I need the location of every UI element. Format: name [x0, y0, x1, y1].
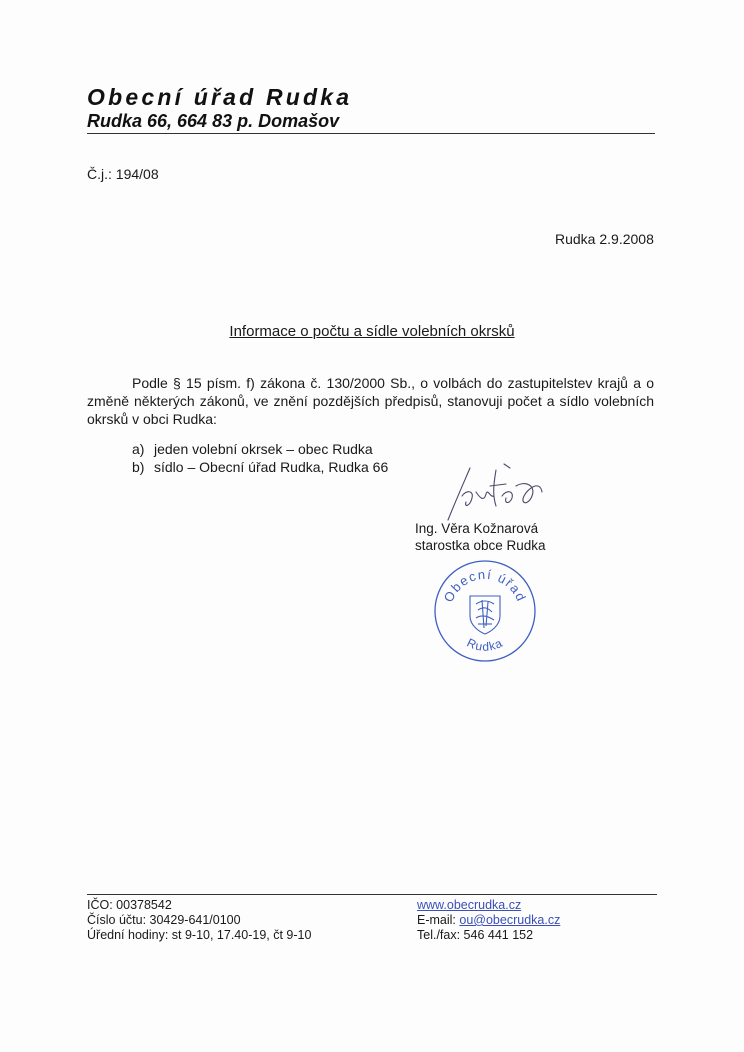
list-item — [132, 458, 388, 476]
signatory-title: starostka obce Rudka — [415, 538, 546, 553]
list-item-text: sídlo – Obecní úřad Rudka, Rudka 66 — [154, 459, 389, 475]
footer-left — [87, 898, 311, 943]
body-paragraph: Podle § 15 písm. f) zákona č. 130/2000 Sb., o volbách do zastupitelstev krajů a o změně některých zákonů, ve znění pozdějších předpisů, stanovuji počet a sídlo volebních okrsků v obci Rudka: — [87, 375, 654, 427]
list-marker: a) — [132, 441, 145, 457]
footer-right — [417, 898, 560, 943]
place-date: Rudka 2.9.2008 — [555, 231, 654, 247]
svg-text:Rudka — [465, 636, 506, 654]
coat-of-arms-icon — [470, 596, 500, 634]
office-name: Obecní úřad Rudka — [87, 84, 353, 110]
stamp-top-text: Obecní úřad — [440, 566, 530, 605]
reference-number: Č.j.: 194/08 — [87, 166, 159, 182]
list-item-text: jeden volební okrsek – obec Rudka — [154, 441, 373, 457]
signatory-name: Ing. Věra Kožnarová — [415, 521, 539, 536]
footer-account: Číslo účtu: 30429-641/0100 — [87, 913, 241, 927]
list-item — [132, 440, 388, 458]
document-heading: Informace o počtu a sídle volebních okrsků — [229, 323, 515, 340]
header-divider — [87, 133, 655, 134]
precinct-list — [132, 440, 388, 476]
signature-image — [440, 462, 560, 524]
website-link[interactable]: www.obecrudka.cz — [417, 898, 522, 912]
stamp-bottom-text: Rudka — [464, 635, 506, 654]
footer-divider — [87, 894, 657, 895]
footer-phone: Tel./fax: 546 441 152 — [417, 928, 534, 942]
office-address: Rudka 66, 664 83 p. Domašov — [87, 111, 340, 131]
footer-hours: Úřední hodiny: st 9-10, 17.40-19, čt 9-10 — [87, 928, 312, 942]
signatory-block — [415, 520, 546, 554]
list-marker: b) — [132, 459, 145, 475]
footer-ico: IČO: 00378542 — [87, 898, 172, 912]
email-label: E-mail: — [417, 913, 460, 927]
email-link[interactable]: ou@obecrudka.cz — [459, 913, 561, 927]
official-stamp — [432, 558, 538, 664]
